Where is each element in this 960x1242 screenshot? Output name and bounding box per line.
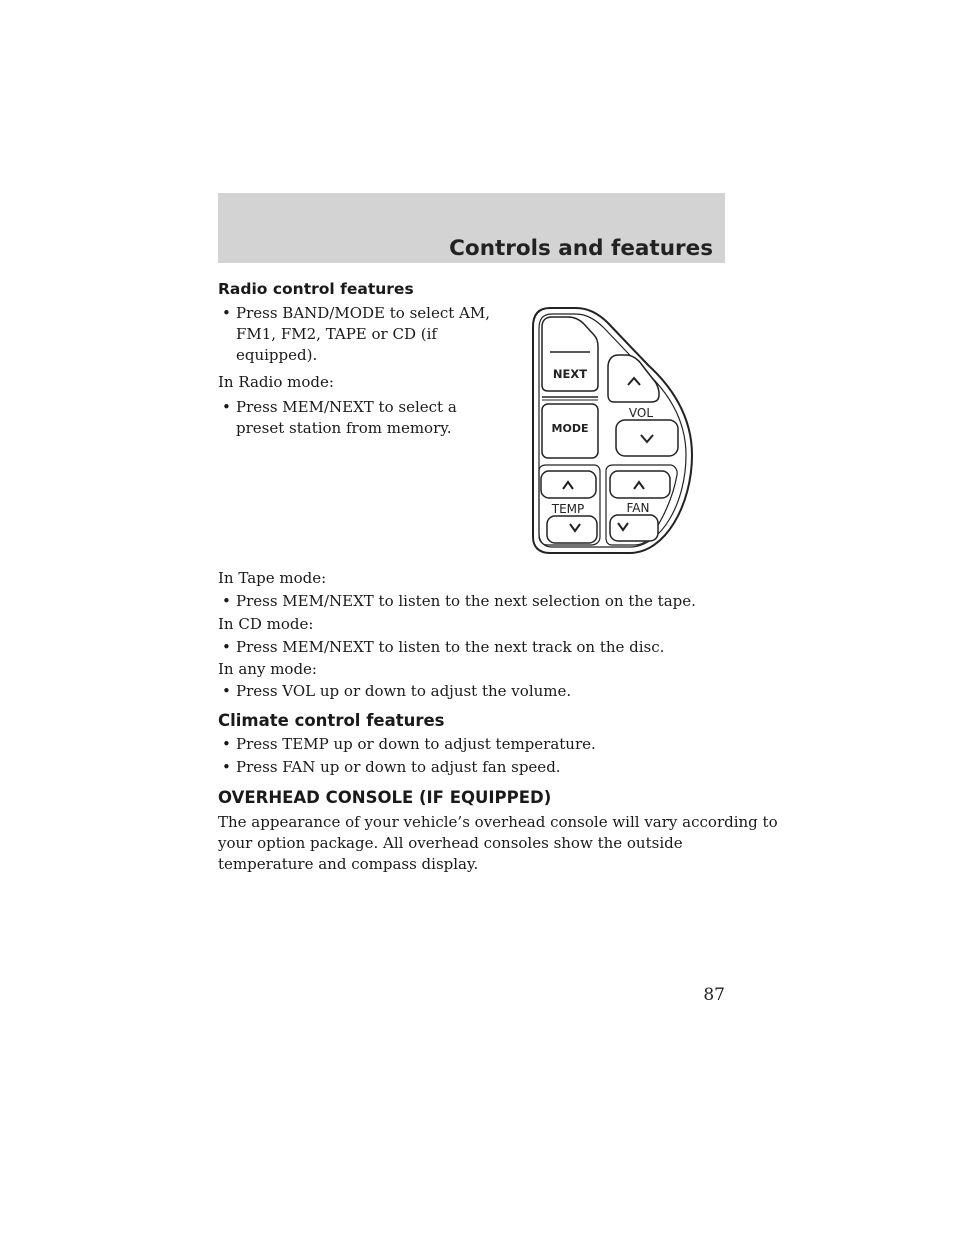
bullet-text: Press TEMP up or down to adjust temperature.: [236, 735, 596, 753]
bullet-text: Press MEM/NEXT to listen to the next track on the disc.: [236, 638, 665, 656]
steering-wheel-controls-figure: [530, 305, 700, 555]
bullet-text: Press MEM/NEXT to listen to the next selection on the tape.: [236, 592, 696, 610]
vol-label: VOL: [628, 406, 654, 420]
vol-down-button[interactable]: [616, 420, 678, 456]
bullet-dot: •: [222, 592, 231, 610]
steering-wheel-controls-illustration: [530, 305, 700, 555]
radio-bullet-band-mode: [222, 303, 490, 364]
tape-mode-label: In Tape mode:: [218, 569, 327, 587]
bullet-dot: •: [222, 682, 231, 700]
bullet-text: Press VOL up or down to adjust the volume.: [236, 682, 572, 700]
bullet-dot: •: [222, 758, 231, 776]
temp-down-button[interactable]: [547, 516, 597, 543]
page-number: 87: [703, 985, 725, 1005]
bullet-dot: •: [222, 638, 231, 656]
tape-bullet: [222, 591, 696, 612]
cd-mode-label: In CD mode:: [218, 615, 314, 633]
radio-mode-label: In Radio mode:: [218, 373, 334, 391]
climate-bullet-fan: [222, 757, 561, 778]
bullet-text: Press BAND/MODE to select AM, FM1, FM2, TAPE or CD (if equipped).: [236, 304, 490, 364]
fan-down-button[interactable]: [610, 515, 658, 541]
overhead-console-heading: OVERHEAD CONSOLE (IF EQUIPPED): [218, 788, 552, 807]
cd-bullet: [222, 637, 665, 658]
bullet-dot: •: [222, 398, 231, 416]
any-bullet: [222, 681, 572, 702]
page-header-title: Controls and features: [449, 236, 713, 261]
fan-label: FAN: [626, 501, 650, 515]
bullet-text: Press FAN up or down to adjust fan speed.: [236, 758, 561, 776]
next-label: NEXT: [552, 367, 588, 381]
bullet-dot: •: [222, 304, 231, 322]
bullet-dot: •: [222, 735, 231, 753]
temp-label: TEMP: [551, 502, 585, 516]
any-mode-label: In any mode:: [218, 660, 317, 678]
radio-bullet-mem-next: [222, 397, 457, 437]
climate-bullet-temp: [222, 734, 596, 755]
radio-controls-heading: Radio control features: [218, 280, 414, 298]
overhead-console-paragraph: The appearance of your vehicle’s overhead console will vary according to your option package. All overhead consoles show the outside temperature and compass display.: [218, 813, 778, 873]
header-bar: [218, 193, 725, 263]
climate-controls-heading: Climate control features: [218, 711, 445, 730]
mode-label: MODE: [551, 422, 589, 435]
bullet-text: Press MEM/NEXT to select a preset station from memory.: [236, 398, 457, 437]
temp-up-button[interactable]: [541, 471, 596, 498]
